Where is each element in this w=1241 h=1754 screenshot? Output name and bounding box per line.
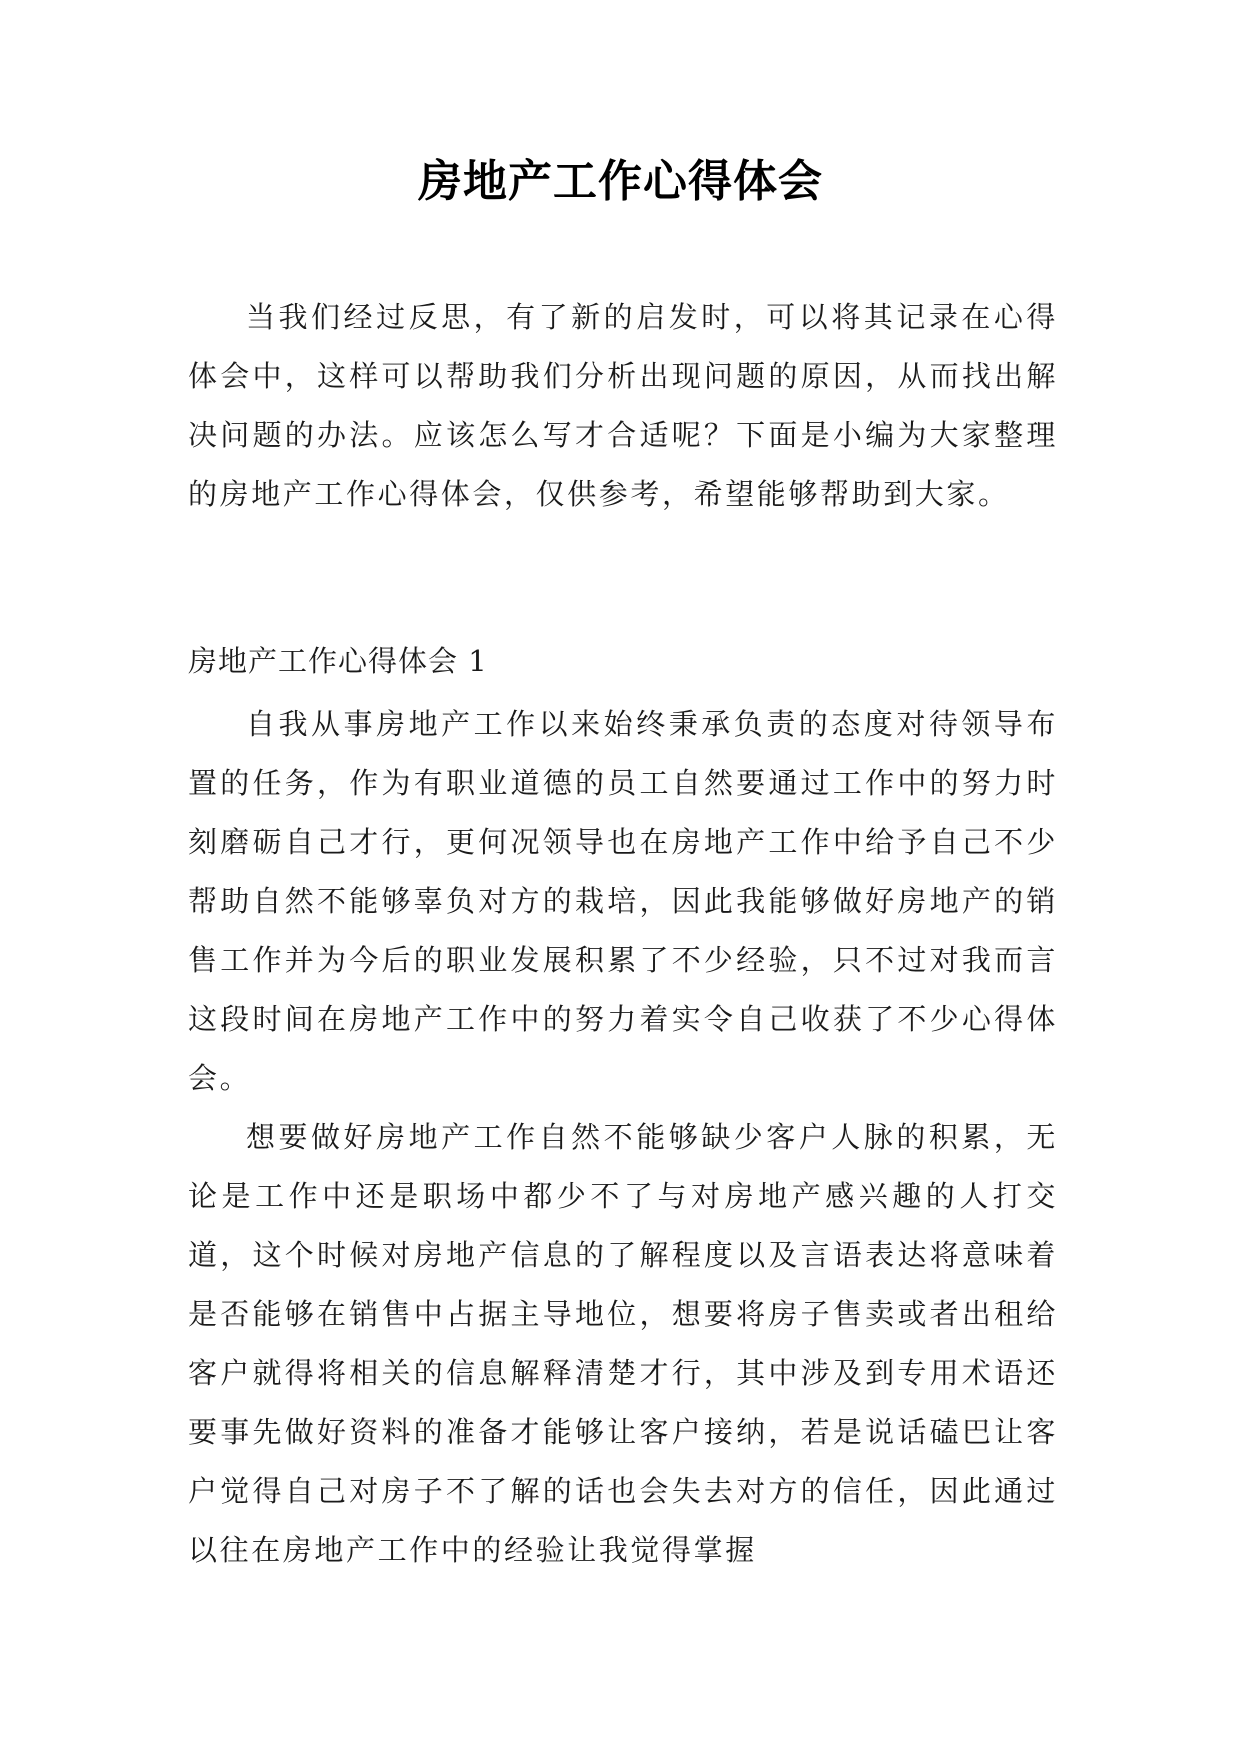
section-heading: 房地产工作心得体会 1 [188, 644, 488, 678]
section-1 [188, 632, 1058, 1580]
intro-paragraph: 当我们经过反思，有了新的启发时，可以将其记录在心得体会中，这样可以帮助我们分析出现问题的原因，从而找出解决问题的办法。应该怎么写才合适呢？下面是小编为大家整理的房地产工作心得体会，仅供参考，希望能够帮助到大家。 [188, 300, 1058, 511]
document-title: 房地产工作心得体会 [418, 156, 823, 207]
section-paragraph: 想要做好房地产工作自然不能够缺少客户人脉的积累，无论是工作中还是职场中都少不了与对房地产感兴趣的人打交道，这个时候对房地产信息的了解程度以及言语表达将意味着是否能够在销售中占据主导地位，想要将房子售卖或者出租给客户就得将相关的信息解释清楚才行，其中涉及到专用术语还要事先做好资料的准备才能够让客户接纳，若是说话磕巴让客户觉得自己对房子不了解的话也会失去对方的信任，因此通过以往在房地产工作中的经验让我觉得掌握 [188, 1120, 1058, 1567]
section-paragraph: 自我从事房地产工作以来始终秉承负责的态度对待领导布置的任务，作为有职业道德的员工自然要通过工作中的努力时刻磨砺自己才行，更何况领导也在房地产工作中给予自己不少帮助自然不能够辜负对方的栽培，因此我能够做好房地产的销售工作并为今后的职业发展积累了不少经验，只不过对我而言这段时间在房地产工作中的努力着实令自己收获了不少心得体会。 [188, 707, 1058, 1095]
intro-block [188, 288, 1058, 524]
